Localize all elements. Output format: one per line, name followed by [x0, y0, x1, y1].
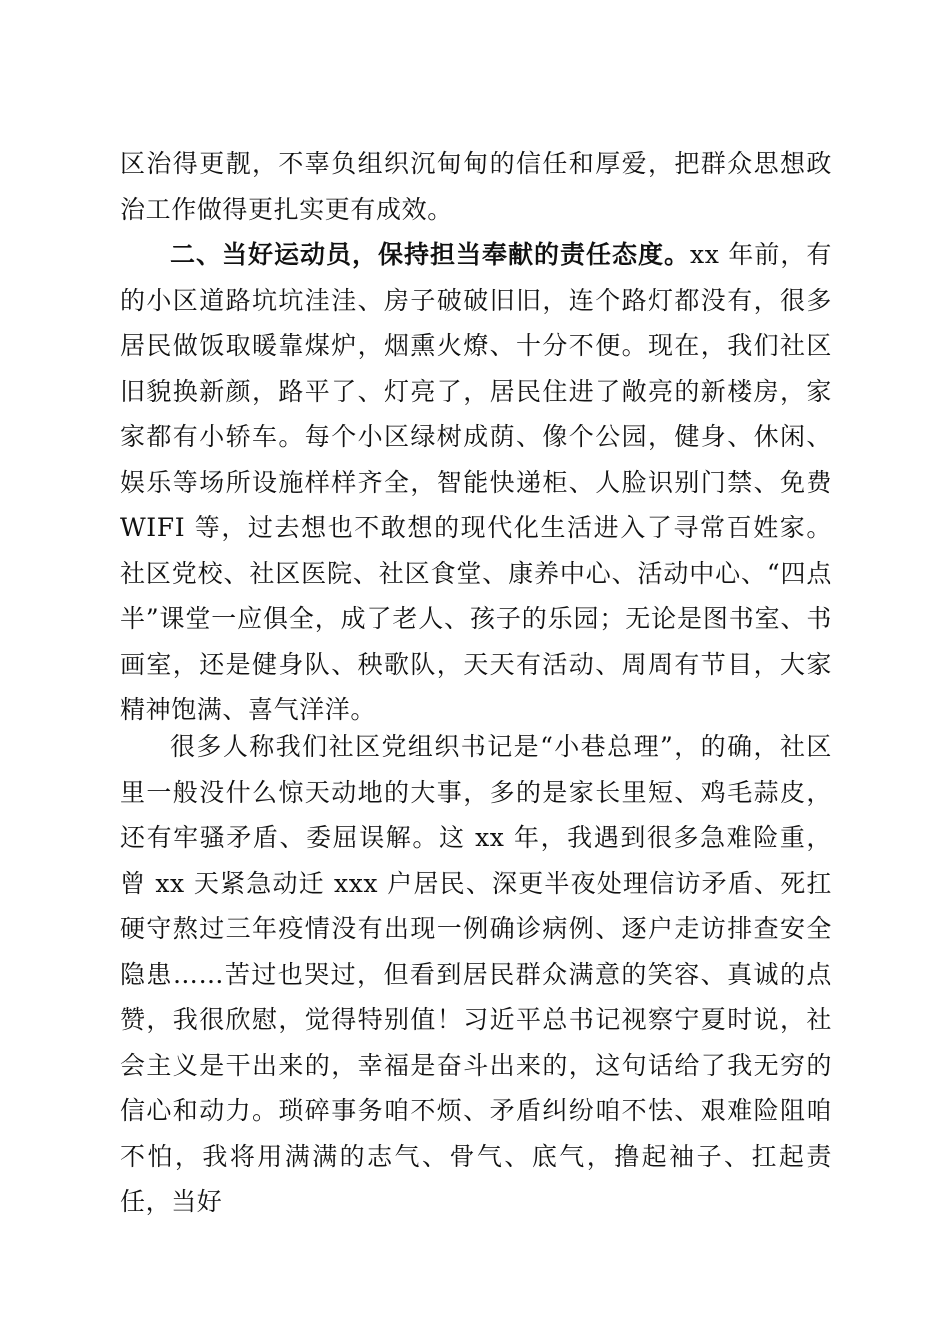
section-heading: 二、当好运动员，保持担当奉献的责任态度。: [170, 240, 691, 269]
paragraph-xiaoxiang-zongli: 很多人称我们社区党组织书记是“小巷总理”，的确，社区里一般没什么惊天动地的大事，多的是家长里短、鸡毛蒜皮，还有牢骚矛盾、委屈误解。这 xx 年，我遇到很多急难险重，曾 xx 天紧急动迁 xxx 户居民、深更半夜处理信访矛盾、死扛硬守熬过三年疫情没有出现一例确诊病例、逐户走访排查安全隐患……苦过也哭过，但看到居民群众满意的笑容、真诚的点赞，我很欣慰，觉得特别值！习近平总书记视察宁夏时说，社会主义是干出来的，幸福是奋斗出来的，这句话给了我无穷的信心和动力。琐碎事务咱不烦、矛盾纠纷咱不怯、艰难险阻咱不怕，我将用满满的志气、骨气、底气，撸起袖子、扛起责任，当好: [120, 732, 832, 1216]
paragraph-continuation: 区治得更靓，不辜负组织沉甸甸的信任和厚爱，把群众思想政治工作做得更扎实更有成效。: [120, 149, 832, 224]
paragraph-section-two: [120, 232, 832, 733]
section-body: xx 年前，有的小区道路坑坑洼洼、房子破破旧旧，连个路灯都没有，很多居民做饭取暖靠煤炉，烟熏火燎、十分不便。现在，我们社区旧貌换新颜，路平了、灯亮了，居民住进了敞亮的新楼房，家家都有小轿车。每个小区绿树成荫、像个公园，健身、休闲、娱乐等场所设施样样齐全，智能快递柜、人脸识别门禁、免费 WIFI 等，过去想也不敢想的现代化生活进入了寻常百姓家。社区党校、社区医院、社区食堂、康养中心、活动中心、“四点半”课堂一应俱全，成了老人、孩子的乐园；无论是图书室、书画室，还是健身队、秧歌队，天天有活动、周周有节目，大家精神饱满、喜气洋洋。: [120, 240, 832, 724]
